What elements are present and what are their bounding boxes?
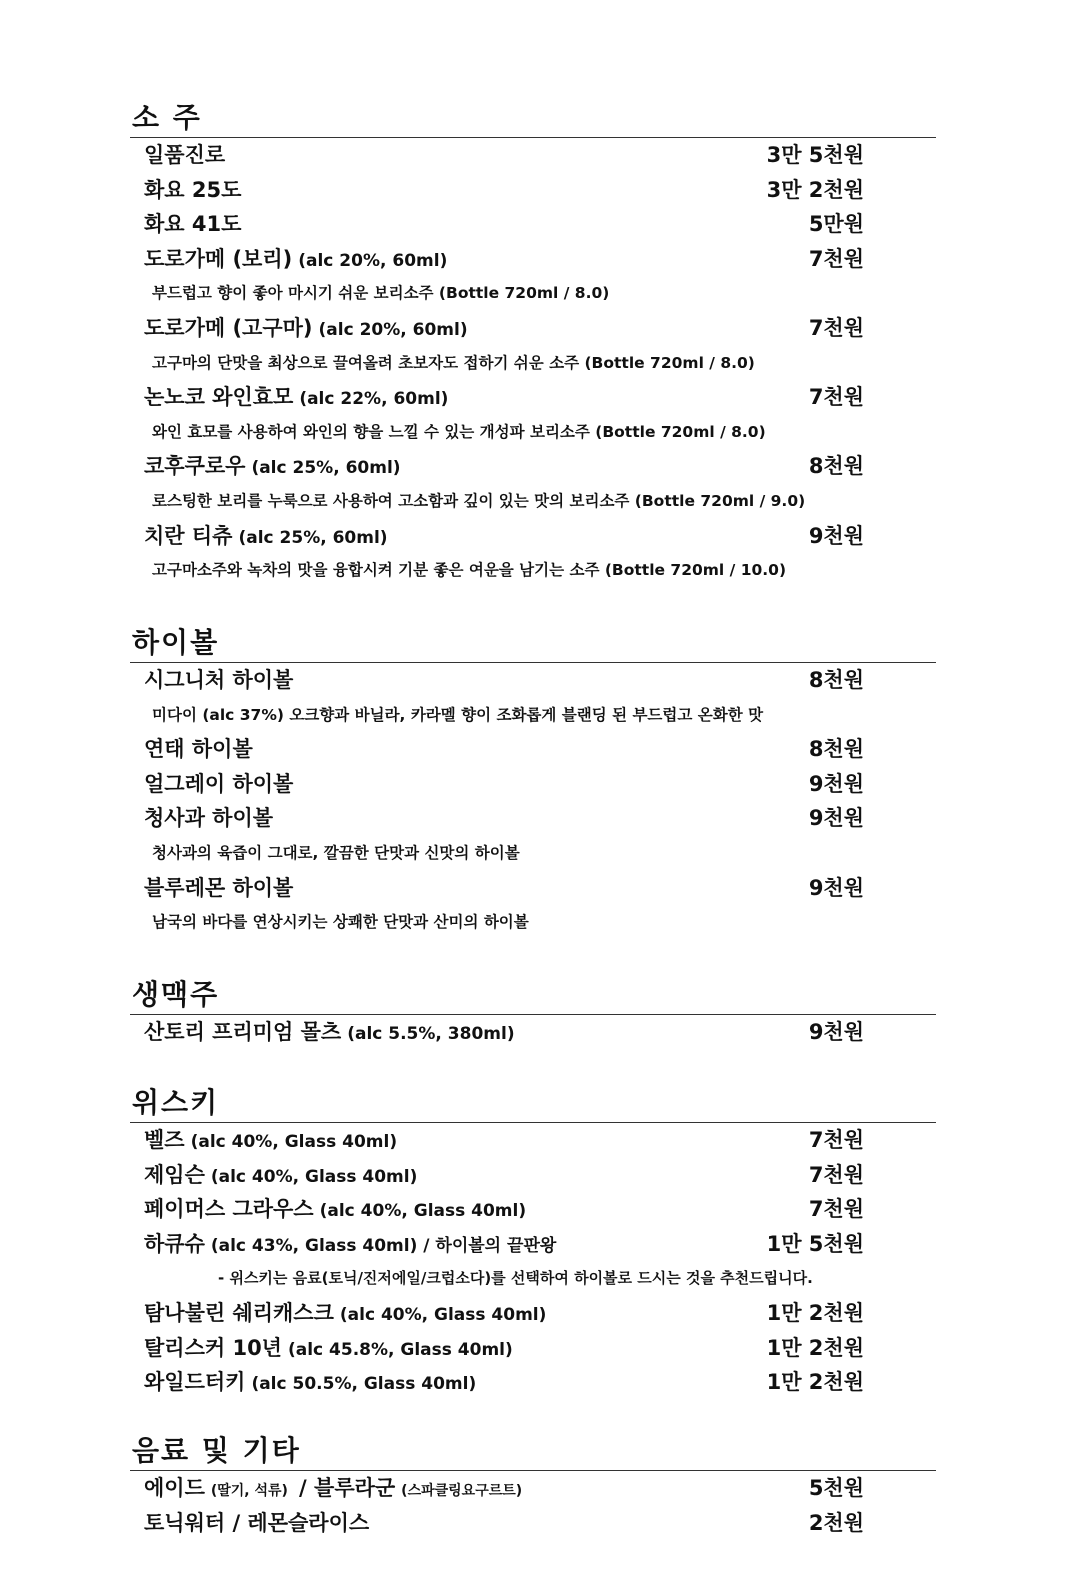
item-price: 1만 2천원 xyxy=(766,1335,864,1360)
item-price: 9천원 xyxy=(808,523,864,548)
section-title: 하이볼 xyxy=(132,626,220,659)
menu-item xyxy=(144,1158,936,1193)
item-spec: (alc 22%, 60ml) xyxy=(299,389,449,410)
item-name: 연태 하이볼 xyxy=(144,737,253,762)
item-price: 5만원 xyxy=(808,212,864,237)
item-price: 2천원 xyxy=(808,1510,864,1535)
whisky-note: - 위스키는 음료(토닉/진저에일/크럽소다)를 선택하여 하이볼로 드시는 것을 추천드립니다. xyxy=(218,1269,813,1288)
item-name: 탐나불린 쉐리캐스크 xyxy=(144,1300,334,1325)
item-name: 일품진로 xyxy=(144,143,226,167)
item-name: 탈리스커 10년 xyxy=(144,1335,282,1360)
menu-item xyxy=(144,1365,936,1400)
item-name: 에이드 xyxy=(144,1476,205,1500)
item-price: 3만 2천원 xyxy=(766,177,864,202)
item-spec: (alc 25%, 60ml) xyxy=(238,527,388,548)
item-price: 8천원 xyxy=(808,668,864,692)
item-spec: (alc 50.5%, Glass 40ml) xyxy=(251,1374,477,1395)
menu-item xyxy=(144,767,936,802)
menu-item xyxy=(144,801,936,836)
item-description: 고구마의 단맛을 최상으로 끌여올려 초보자도 접하기 쉬운 소주 (Bottle 720ml / 8.0) xyxy=(152,353,755,372)
menu-item xyxy=(144,1192,936,1227)
menu-item xyxy=(144,1331,936,1366)
item-name: 치란 티츄 xyxy=(144,523,233,548)
menu-item xyxy=(144,732,936,767)
item-spec: (alc 20%, 60ml) xyxy=(318,319,468,340)
item-description: 로스팅한 보리를 누룩으로 사용하여 고소함과 깊이 있는 맛의 보리소주 (Bottle 720ml / 9.0) xyxy=(152,491,806,510)
item-name: 도로가메 (고구마) xyxy=(144,315,313,340)
item-description: 남국의 바다를 연상시키는 상쾌한 단맛과 산미의 하이볼 xyxy=(152,913,529,932)
item-price: 9천원 xyxy=(808,1020,864,1044)
item-price: 7천원 xyxy=(808,1197,864,1222)
item-name: 제임슨 xyxy=(144,1162,205,1187)
item-price: 8천원 xyxy=(808,737,864,762)
item-spec: (alc 43%, Glass 40ml) / 하이볼의 끝판왕 xyxy=(210,1235,557,1256)
item-spec: (alc 20%, 60ml) xyxy=(298,250,448,271)
menu-item xyxy=(144,1015,936,1050)
item-price: 7천원 xyxy=(808,1128,864,1152)
section-drinks xyxy=(130,1434,936,1540)
item-price: 1만 2천원 xyxy=(766,1300,864,1325)
section-title: 음료 및 기타 xyxy=(132,1434,301,1467)
item-price: 1만 2천원 xyxy=(766,1370,864,1395)
item-price: 5천원 xyxy=(808,1476,864,1500)
item-spec: (alc 40%, Glass 40ml) xyxy=(339,1304,547,1325)
section-highball xyxy=(130,626,936,940)
item-price: 8천원 xyxy=(808,454,864,479)
item-name: 페이머스 그라우스 xyxy=(144,1197,314,1222)
item-spec: (alc 40%, Glass 40ml) xyxy=(319,1201,527,1222)
menu-item xyxy=(144,311,936,346)
item-price: 7천원 xyxy=(808,246,864,271)
item-name: 벨즈 xyxy=(144,1128,185,1152)
item-price: 1만 5천원 xyxy=(766,1231,864,1256)
menu-item xyxy=(144,1227,936,1262)
item-name-secondary: / 블루라군 xyxy=(299,1476,396,1500)
item-price: 9천원 xyxy=(808,806,864,831)
item-description: 미다이 (alc 37%) 오크향과 바닐라, 카라멜 향이 조화롭게 블랜딩 된 부드럽고 온화한 맛 xyxy=(152,705,764,724)
section-title: 생맥주 xyxy=(132,978,220,1011)
item-name: 토닉워터 / 레몬슬라이스 xyxy=(144,1510,370,1535)
menu-item xyxy=(144,380,936,415)
section-title: 위스키 xyxy=(132,1086,220,1119)
menu-item xyxy=(144,1471,936,1506)
item-spec: (딸기, 석류) xyxy=(210,1483,288,1499)
menu-item xyxy=(144,138,936,173)
item-spec: (alc 45.8%, Glass 40ml) xyxy=(287,1339,513,1360)
menu-item xyxy=(144,519,936,554)
menu-item xyxy=(144,1123,936,1158)
section-title: 소 주 xyxy=(132,101,202,134)
item-spec: (alc 25%, 60ml) xyxy=(251,458,401,479)
item-name: 청사과 하이볼 xyxy=(144,806,274,831)
section-whisky xyxy=(130,1086,936,1400)
section-draft-beer xyxy=(130,978,936,1050)
menu-item xyxy=(144,1296,936,1331)
item-description: 부드럽고 향이 좋아 마시기 쉬운 보리소주 (Bottle 720ml / 8.0) xyxy=(152,284,610,303)
item-name: 화요 41도 xyxy=(144,212,242,237)
item-spec-secondary: (스파클링요구르트) xyxy=(401,1483,523,1499)
item-price: 3만 5천원 xyxy=(766,143,864,167)
item-price: 9천원 xyxy=(808,771,864,796)
item-name: 도로가메 (보리) xyxy=(144,246,293,271)
item-price: 9천원 xyxy=(808,875,864,900)
item-price: 7천원 xyxy=(808,315,864,340)
item-description: 고구마소주와 녹차의 맛을 융합시켜 기분 좋은 여운을 남기는 소주 (Bottle 720ml / 10.0) xyxy=(152,561,787,580)
item-spec: (alc 5.5%, 380ml) xyxy=(347,1024,515,1044)
item-spec: (alc 40%, Glass 40ml) xyxy=(190,1132,398,1152)
item-name: 하큐슈 xyxy=(144,1231,205,1256)
menu-item xyxy=(144,663,936,698)
item-price: 7천원 xyxy=(808,385,864,410)
menu-item xyxy=(144,449,936,484)
item-name: 블루레몬 하이볼 xyxy=(144,875,294,900)
item-spec: (alc 40%, Glass 40ml) xyxy=(210,1166,418,1187)
menu-item xyxy=(144,207,936,242)
item-description: 청사과의 육즙이 그대로, 깔끔한 단맛과 신맛의 하이볼 xyxy=(152,843,520,862)
item-name: 논노코 와인효모 xyxy=(144,385,294,410)
item-name: 와일드터키 xyxy=(144,1370,246,1395)
item-price: 7천원 xyxy=(808,1162,864,1187)
item-name: 코후쿠로우 xyxy=(144,454,246,479)
item-name: 산토리 프리미엄 몰츠 xyxy=(144,1020,342,1044)
item-name: 화요 25도 xyxy=(144,177,242,202)
section-soju xyxy=(130,101,936,588)
menu-item xyxy=(144,1506,936,1541)
menu-item xyxy=(144,242,936,277)
item-name: 얼그레이 하이볼 xyxy=(144,771,294,796)
item-name: 시그니처 하이볼 xyxy=(144,668,294,692)
menu-item xyxy=(144,871,936,906)
item-description: 와인 효모를 사용하여 와인의 향을 느낄 수 있는 개성파 보리소주 (Bottle 720ml / 8.0) xyxy=(152,422,766,441)
menu-item xyxy=(144,173,936,208)
